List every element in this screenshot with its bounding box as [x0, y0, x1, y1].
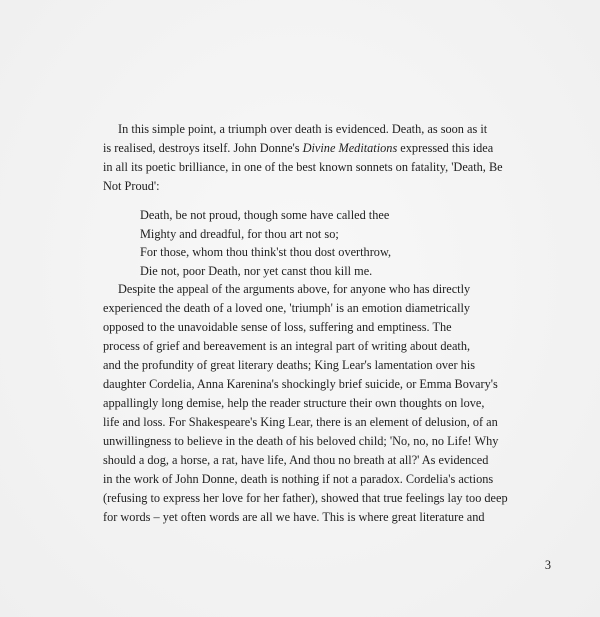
- text-line: should a dog, a horse, a rat, have life, And thou no breath at all?' As evidenced: [103, 453, 489, 467]
- italic-title: Divine Meditations: [302, 141, 398, 155]
- text-line: daughter Cordelia, Anna Karenina's shockingly brief suicide, or Emma Bovary's: [103, 377, 498, 391]
- page-number: 3: [544, 558, 551, 572]
- text-line: appallingly long demise, help the reader structure their own thoughts on love,: [103, 396, 485, 410]
- text-line: process of grief and bereavement is an integral part of writing about death,: [103, 339, 471, 353]
- text-line: (refusing to express her love for her father), showed that true feelings lay too deep: [103, 491, 508, 505]
- poem-line: Die not, poor Death, nor yet canst thou kill me.: [140, 263, 373, 278]
- text-line: experienced the death of a loved one, 'triumph' is an emotion diametrically: [103, 301, 471, 315]
- text-line: Not Proud':: [103, 179, 160, 193]
- text-line: for words – yet often words are all we have. This is where great literature and: [103, 510, 485, 524]
- poem-line: Mighty and dreadful, for thou art not so;: [140, 226, 339, 241]
- poem-quote: [140, 206, 391, 280]
- text-line: in all its poetic brilliance, in one of the best known sonnets on fatality, 'Death, Be: [103, 160, 503, 174]
- text-line: Despite the appeal of the arguments above, for anyone who has directly: [118, 282, 471, 296]
- text-segment: expressed this idea: [397, 141, 494, 155]
- text-line: in the work of John Donne, death is nothing if not a paradox. Cordelia's actions: [103, 472, 494, 486]
- text-line: [103, 139, 494, 158]
- text-line: In this simple point, a triumph over death is evidenced. Death, as soon as it: [118, 122, 488, 136]
- text-line: unwillingness to believe in the death of his beloved child; 'No, no, no Life! Why: [103, 434, 499, 448]
- poem-line: Death, be not proud, though some have called thee: [140, 208, 390, 222]
- text-segment: is realised, destroys itself. John Donne's: [103, 141, 303, 155]
- text-line: life and loss. For Shakespeare's King Lear, there is an element of delusion, of an: [103, 415, 498, 429]
- text-line: opposed to the unavoidable sense of loss, suffering and emptiness. The: [103, 320, 452, 334]
- paragraph-body: [103, 280, 508, 527]
- text-line: and the profundity of great literary deaths; King Lear's lamentation over his: [103, 358, 476, 372]
- paragraph-intro: [103, 120, 503, 196]
- poem-line: For those, whom thou think'st thou dost overthrow,: [140, 245, 392, 259]
